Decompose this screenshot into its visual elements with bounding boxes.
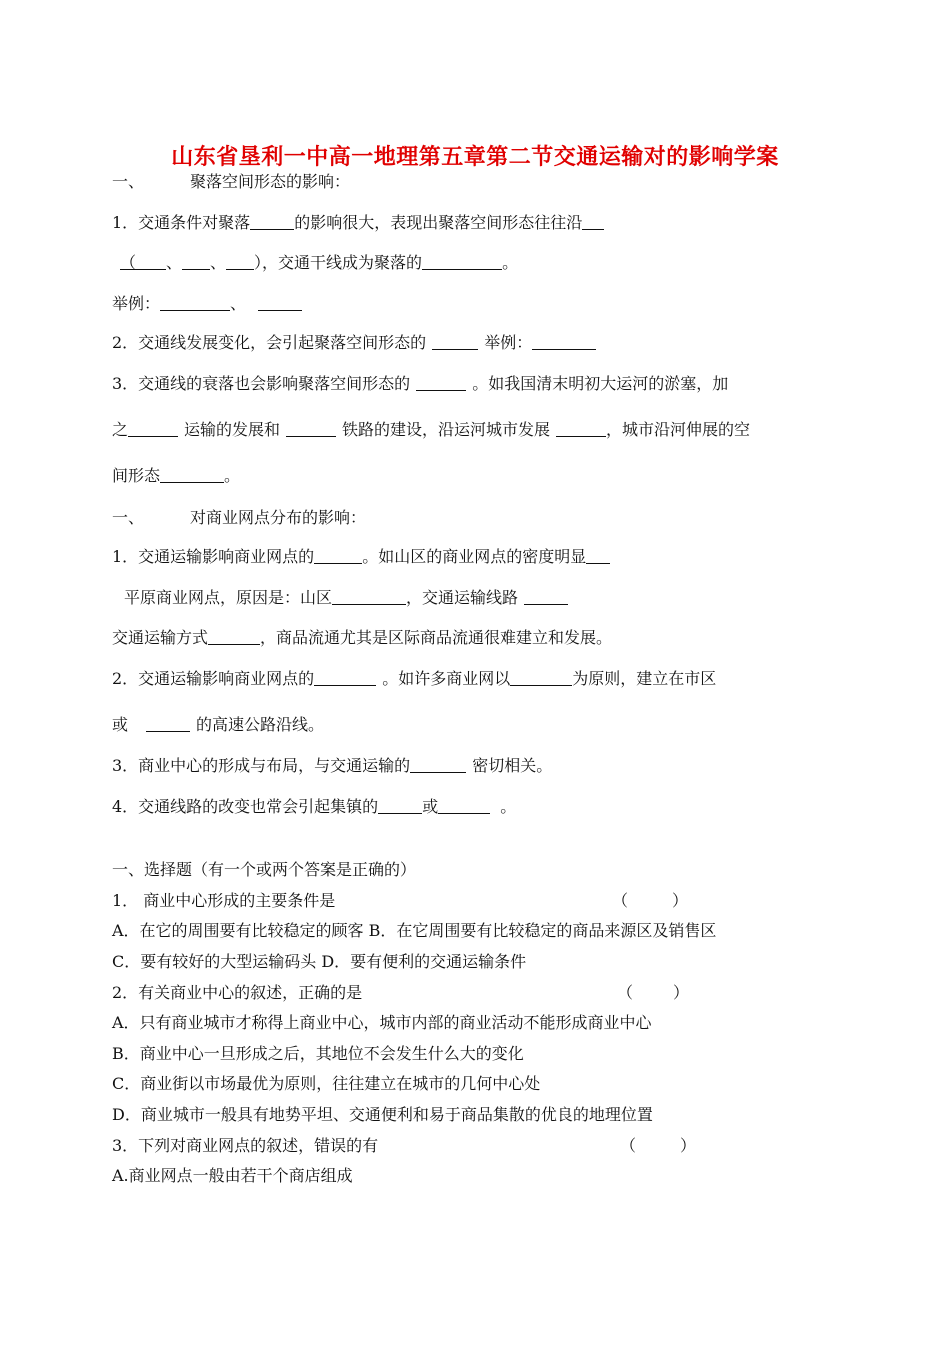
mc-q2-option-c: C．商业街以市场最优为原则，往往建立在城市的几何中心处 (112, 1074, 541, 1093)
s1-q1-line1: 1．交通条件对聚落 的影响很大，表现出聚落空间形态往往沿 (112, 213, 852, 233)
fill-blank[interactable] (524, 588, 568, 605)
section1-heading-num: 一、 (112, 172, 145, 191)
mc-q3-stem: 3．下列对商业网点的叙述，错误的有 （ ） (112, 1136, 697, 1155)
document-title: 山东省垦利一中高一地理第五章第二节交通运输对的影响学案 (171, 144, 779, 170)
mc-q1-options-cd: C．要有较好的大型运输码头 D．要有便利的交通运输条件 (112, 952, 527, 971)
fill-blank[interactable] (314, 669, 376, 686)
section1-heading (112, 172, 852, 192)
mc-q2-stem: 2．有关商业中心的叙述，正确的是 （ ） (112, 983, 690, 1002)
section2-heading: 一、 对商业网点分布的影响： (112, 508, 367, 527)
s1-q3-line2: 之 运输的发展和 铁路的建设，沿运河城市发展 ，城市沿河伸展的空 (112, 420, 751, 439)
s2-q1-line1: 1．交通运输影响商业网点的 。如山区的商业网点的密度明显 (112, 547, 852, 567)
answer-paren[interactable]: （ ） (620, 1136, 697, 1155)
s2-q2-line1: 2．交通运输影响商业网点的 。如许多商业网以 为原则，建立在市区 (112, 669, 717, 688)
mc-q3-option-a: A.商业网点一般由若干个商店组成 (112, 1166, 353, 1185)
s1-q3-line1: 3．交通线的衰落也会影响聚落空间形态的 。如我国清末明初大运河的淤塞，加 (112, 374, 729, 393)
fill-blank[interactable] (510, 669, 572, 686)
mc-q1-options-ab: A．在它的周围要有比较稳定的顾客 B．在它周围要有比较稳定的商品来源区及销售区 (112, 921, 717, 940)
fill-blank[interactable] (586, 547, 610, 564)
fill-blank[interactable] (250, 213, 294, 230)
fill-blank[interactable] (160, 466, 224, 483)
s1-q1-example: 举例： 、 (112, 294, 852, 314)
s2-q2-line2: 或 的高速公路沿线。 (112, 715, 325, 734)
s2-q4: 4．交通线路的改变也常会引起集镇的 或 。 (112, 797, 517, 816)
fill-blank[interactable] (208, 628, 260, 645)
mc-q2-option-d: D．商业城市一般具有地势平坦、交通便利和易于商品集散的优良的地理位置 (112, 1105, 653, 1124)
fill-blank[interactable] (314, 547, 362, 564)
fill-blank[interactable] (332, 588, 406, 605)
s2-q3: 3．商业中心的形成与布局，与交通运输的 密切相关。 (112, 756, 553, 775)
fill-blank[interactable] (416, 374, 466, 391)
fill-blank[interactable] (582, 213, 604, 230)
section1-heading-text: 聚落空间形态的影响： (190, 172, 351, 191)
answer-paren[interactable]: （ ） (617, 983, 690, 1002)
s2-q1-line2: 平原商业网点，原因是：山区 ，交通运输线路 (112, 588, 852, 608)
fill-blank[interactable] (136, 253, 166, 270)
s1-q2: 2．交通线发展变化，会引起聚落空间形态的 举例： (112, 333, 852, 353)
fill-blank[interactable] (410, 756, 466, 773)
fill-blank[interactable] (182, 253, 210, 270)
fill-blank[interactable] (422, 253, 502, 270)
s1-q1-line2: （ 、 、 ），交通干线成为聚落的 。 (120, 253, 519, 272)
fill-blank[interactable] (432, 333, 478, 350)
mc-q2-option-a: A．只有商业城市才称得上商业中心，城市内部的商业活动不能形成商业中心 (112, 1013, 652, 1032)
fill-blank[interactable] (226, 253, 254, 270)
fill-blank[interactable] (556, 420, 606, 437)
fill-blank[interactable] (438, 797, 490, 814)
fill-blank[interactable] (160, 294, 230, 311)
fill-blank[interactable] (286, 420, 336, 437)
s2-q1-line3: 交通运输方式 ，商品流通尤其是区际商品流通很难建立和发展。 (112, 628, 613, 647)
section3-heading: 一、选择题（有一个或两个答案是正确的） (112, 860, 417, 879)
fill-blank[interactable] (258, 294, 302, 311)
fill-blank[interactable] (128, 420, 178, 437)
fill-blank[interactable] (532, 333, 596, 350)
fill-blank[interactable] (146, 715, 190, 732)
fill-blank[interactable] (378, 797, 422, 814)
s1-q3-line3: 间形态 。 (112, 466, 241, 485)
mc-q1-stem: 1． 商业中心形成的主要条件是 （ ） (112, 891, 689, 910)
answer-paren[interactable]: （ ） (612, 891, 689, 910)
mc-q2-option-b: B．商业中心一旦形成之后，其地位不会发生什么大的变化 (112, 1044, 524, 1063)
